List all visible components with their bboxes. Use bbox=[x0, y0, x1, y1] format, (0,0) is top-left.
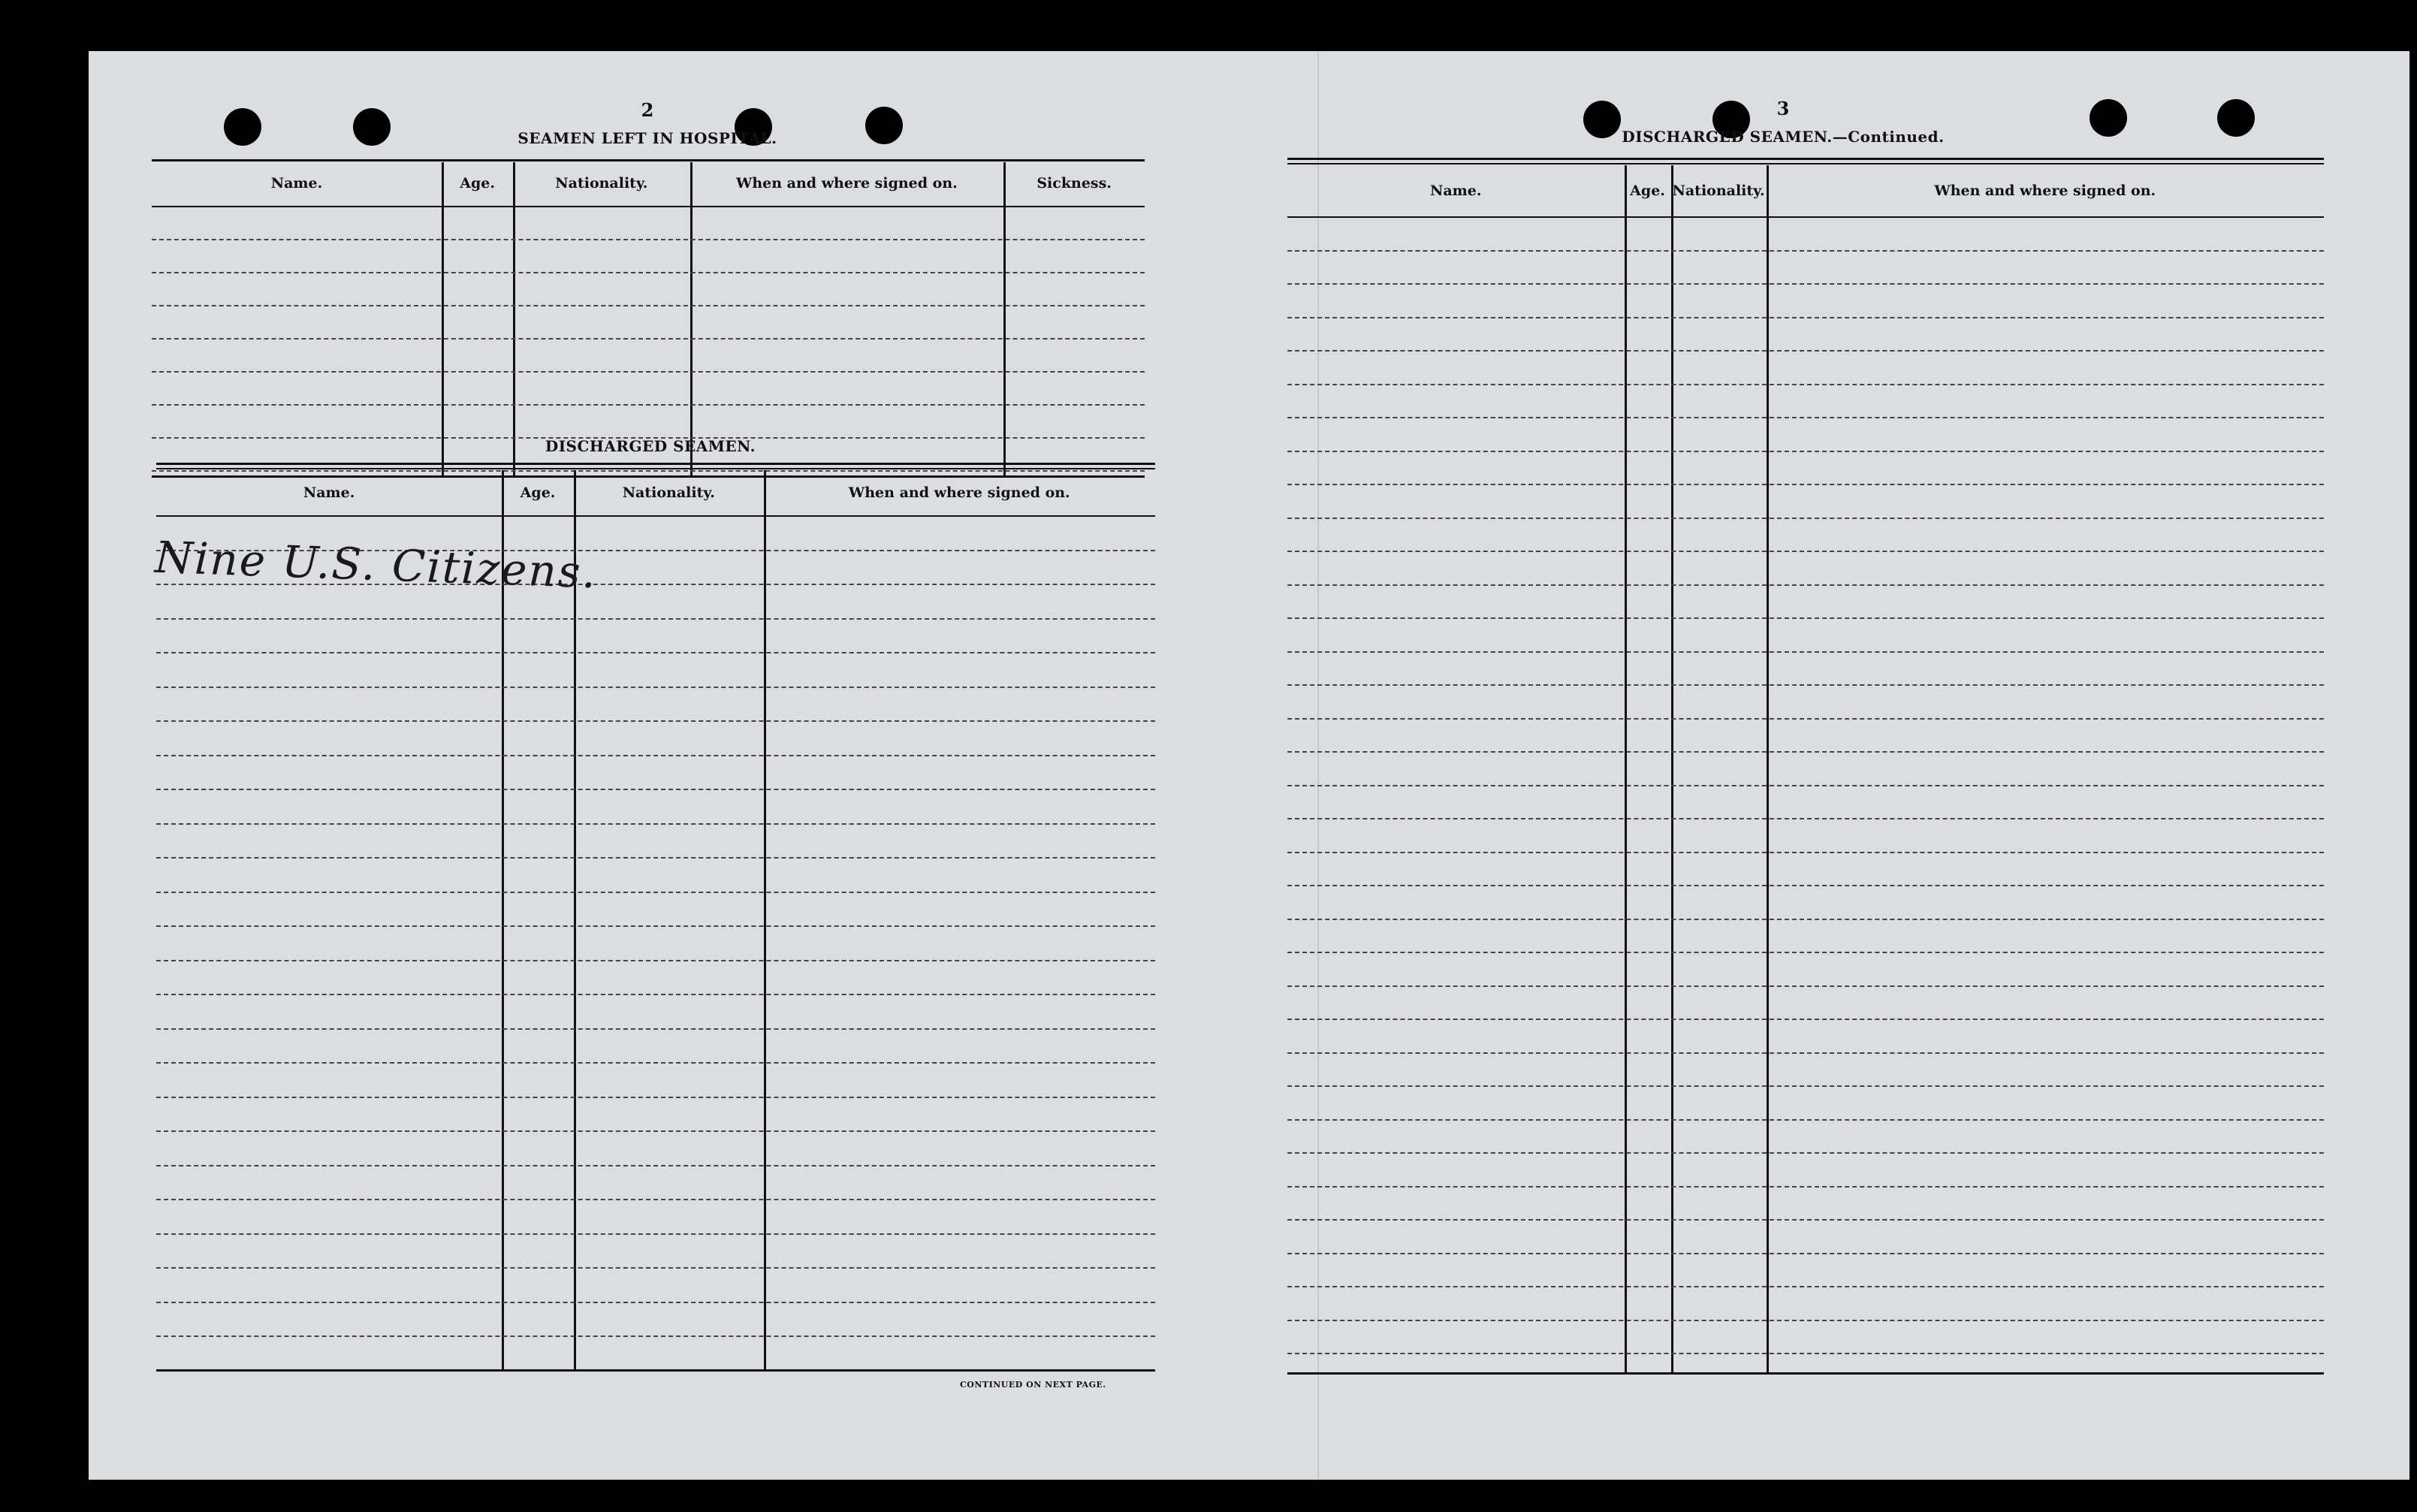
ruled-line bbox=[1287, 518, 2324, 519]
column-divider bbox=[1003, 162, 1006, 478]
ruled-line bbox=[1287, 1019, 2324, 1020]
ruled-line bbox=[156, 892, 1155, 893]
ruled-line bbox=[1287, 617, 2324, 619]
ruled-line bbox=[152, 338, 1145, 340]
column-header: Age. bbox=[520, 484, 556, 501]
ruled-line bbox=[156, 960, 1155, 961]
ruled-line bbox=[156, 1233, 1155, 1235]
column-header: Nationality. bbox=[622, 484, 715, 501]
column-header: Name. bbox=[270, 175, 323, 192]
table-bottom-rule bbox=[1287, 1372, 2324, 1375]
ruled-line bbox=[1287, 1286, 2324, 1287]
ruled-line bbox=[1287, 785, 2324, 786]
column-divider bbox=[1767, 165, 1769, 1375]
ruled-line bbox=[152, 371, 1145, 373]
ruled-line bbox=[156, 789, 1155, 790]
column-header: Name. bbox=[1430, 183, 1482, 199]
ruled-line bbox=[156, 823, 1155, 825]
ruled-line bbox=[156, 1097, 1155, 1098]
table-header-rule bbox=[156, 515, 1155, 517]
ruled-line bbox=[156, 1267, 1155, 1269]
ruled-line bbox=[1287, 651, 2324, 653]
ruled-line bbox=[1287, 1219, 2324, 1221]
ruled-line bbox=[1287, 919, 2324, 920]
ruled-line bbox=[156, 1165, 1155, 1166]
ruled-line bbox=[1287, 751, 2324, 753]
column-divider bbox=[764, 470, 766, 1372]
table-top-rule-inner bbox=[1287, 163, 2324, 164]
ruled-line bbox=[156, 755, 1155, 756]
ruled-line bbox=[1287, 818, 2324, 819]
ruled-line bbox=[156, 857, 1155, 859]
ruled-line bbox=[1287, 451, 2324, 452]
page-number-right: 3 bbox=[1776, 98, 1790, 119]
table-header-rule bbox=[1287, 216, 2324, 218]
column-header: When and where signed on. bbox=[1934, 183, 2156, 199]
ruled-line bbox=[1287, 1119, 2324, 1121]
ruled-line bbox=[1287, 1320, 2324, 1321]
table-bottom-rule bbox=[156, 1369, 1155, 1372]
hospital-table bbox=[152, 159, 1145, 478]
ruled-line bbox=[156, 1335, 1155, 1337]
column-divider bbox=[442, 162, 444, 478]
ruled-line bbox=[1287, 484, 2324, 485]
section-title-hospital: SEAMEN LEFT IN HOSPITAL. bbox=[517, 129, 777, 147]
discharged-table-left bbox=[153, 463, 1155, 1372]
column-divider bbox=[513, 162, 515, 478]
ruled-line bbox=[156, 1062, 1155, 1064]
column-divider bbox=[1671, 165, 1673, 1375]
ruled-line bbox=[152, 272, 1145, 273]
ruled-line bbox=[1287, 852, 2324, 853]
ruled-line bbox=[1287, 1186, 2324, 1188]
ruled-line bbox=[1287, 985, 2324, 987]
table-top-rule-inner bbox=[156, 468, 1155, 469]
column-divider bbox=[502, 470, 504, 1372]
column-header: Name. bbox=[303, 484, 355, 501]
binder-hole bbox=[224, 108, 261, 146]
column-header: Nationality. bbox=[555, 175, 648, 192]
ruled-line bbox=[1287, 250, 2324, 252]
ruled-line bbox=[156, 1302, 1155, 1303]
binder-hole bbox=[2090, 99, 2127, 137]
ruled-line bbox=[156, 994, 1155, 995]
table-top-rule bbox=[152, 159, 1145, 161]
ruled-line bbox=[1287, 551, 2324, 552]
table-header-rule bbox=[152, 206, 1145, 207]
ruled-line bbox=[152, 404, 1145, 406]
column-header: Age. bbox=[1630, 183, 1665, 199]
ruled-line bbox=[1287, 384, 2324, 385]
ruled-line bbox=[1287, 283, 2324, 285]
binder-hole bbox=[1583, 101, 1621, 138]
column-divider bbox=[574, 470, 576, 1372]
ruled-line bbox=[156, 1130, 1155, 1132]
ruled-line bbox=[1287, 1353, 2324, 1354]
ruled-line bbox=[1287, 350, 2324, 352]
ruled-line bbox=[152, 239, 1145, 240]
column-header: Sickness. bbox=[1037, 175, 1112, 192]
ruled-line bbox=[1287, 317, 2324, 318]
ruled-line bbox=[1287, 1052, 2324, 1054]
ruled-line bbox=[156, 1028, 1155, 1030]
ruled-line bbox=[1287, 684, 2324, 686]
column-header: Nationality. bbox=[1672, 183, 1765, 199]
binder-hole bbox=[2217, 99, 2255, 137]
ruled-line bbox=[156, 1199, 1155, 1200]
ruled-line bbox=[156, 687, 1155, 688]
section-title-discharged: DISCHARGED SEAMEN. bbox=[545, 437, 756, 455]
section-title-discharged-continued: DISCHARGED SEAMEN.—Continued. bbox=[1622, 128, 1945, 146]
handwritten-entry: Nine U.S. Citizens. bbox=[153, 531, 599, 599]
ruled-line bbox=[1287, 584, 2324, 586]
ruled-line bbox=[156, 618, 1155, 620]
column-header: When and where signed on. bbox=[848, 484, 1070, 501]
table-top-rule bbox=[156, 463, 1155, 465]
ruled-line bbox=[156, 652, 1155, 653]
column-header: When and where signed on. bbox=[736, 175, 958, 192]
ruled-line bbox=[1287, 417, 2324, 418]
ruled-line bbox=[156, 925, 1155, 927]
ruled-line bbox=[1287, 885, 2324, 886]
ruled-line bbox=[156, 720, 1155, 722]
column-header: Age. bbox=[460, 175, 495, 192]
binder-hole bbox=[865, 107, 903, 144]
binder-hole bbox=[353, 108, 391, 146]
ruled-line bbox=[1287, 1085, 2324, 1087]
ledger-sheet bbox=[89, 51, 2409, 1480]
continued-footer: CONTINUED ON NEXT PAGE. bbox=[960, 1380, 1106, 1390]
column-divider bbox=[1625, 165, 1627, 1375]
ruled-line bbox=[1287, 1253, 2324, 1254]
ruled-line bbox=[1287, 952, 2324, 953]
column-divider bbox=[690, 162, 693, 478]
page-number-left: 2 bbox=[641, 99, 654, 121]
table-top-rule bbox=[1287, 158, 2324, 160]
discharged-table-right bbox=[1287, 158, 2324, 1375]
ruled-line bbox=[1287, 1152, 2324, 1154]
ruled-line bbox=[152, 305, 1145, 306]
ruled-line bbox=[1287, 718, 2324, 720]
